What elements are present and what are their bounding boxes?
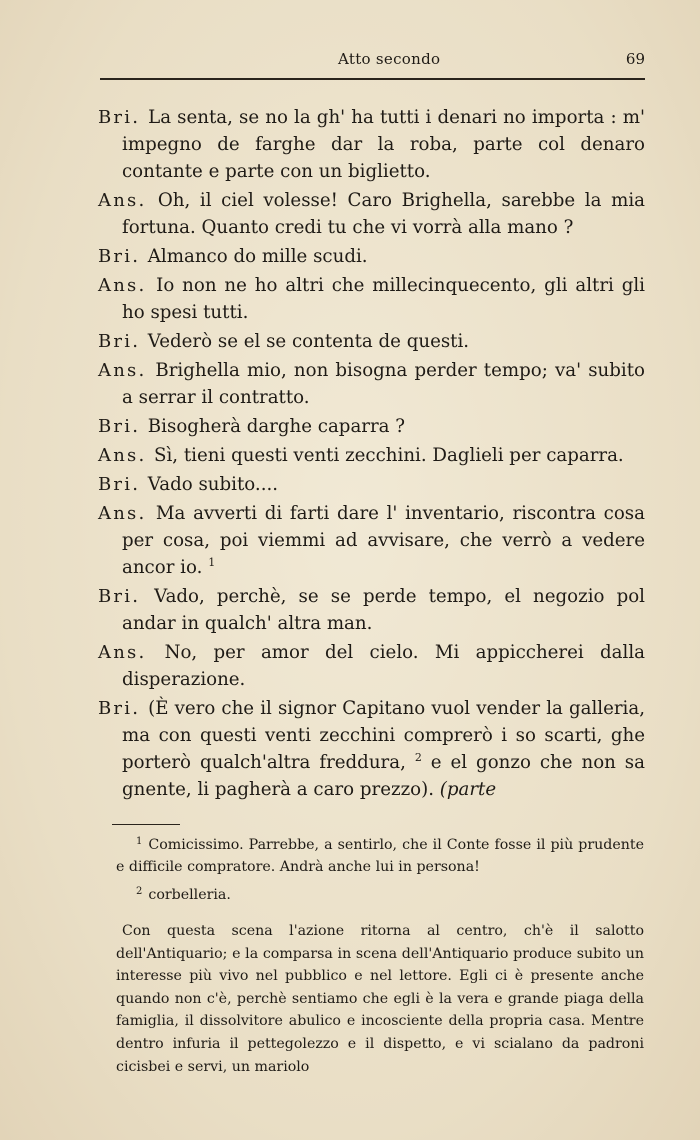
speech-text-continued: e el gonzo che non sa gnente, li pagherà a caro prezzo). [122, 752, 645, 800]
footnote-reference: 2 [414, 751, 422, 764]
speech-line: Bri. Vado subito.... [98, 474, 279, 495]
speaker-name: Bri [98, 416, 133, 437]
speech-line: Ans. Io non ne ho altri che millecinquecento, gli altri gli ho spesi tutti. [98, 275, 645, 323]
dialogue-text [98, 104, 645, 805]
speaker-name: Ans [98, 275, 139, 296]
speech-line: Bri. La senta, se no la gh' ha tutti i denari no importa : m' impegno de farghe dar la roba, parte col denaro contante e parte con un biglietto. [98, 107, 645, 182]
speech-text: Vederò se el se contenta de questi. [147, 331, 470, 352]
running-title: Atto secondo [338, 50, 441, 68]
speaker-name: Bri [98, 246, 133, 267]
speaker-name: Ans [98, 360, 139, 381]
speech-text: Brighella mio, non bisogna perder tempo; va' subito a serrar il contratto. [122, 360, 645, 408]
speech-text: Vado subito.... [147, 474, 279, 495]
speech-text: Ma avverti di farti dare l' inventario, riscontra cosa per cosa, poi viemmi ad avvisare, che verrò a vedere ancor io. [122, 503, 645, 578]
page-number: 69 [625, 50, 645, 68]
speech-line: Ans. No, per amor del cielo. Mi appiccherei dalla disperazione. [98, 642, 645, 690]
footnote [116, 834, 644, 878]
footnote-separator [112, 824, 180, 825]
header-rule [100, 78, 645, 80]
speaker-name: Ans [98, 190, 139, 211]
speaker-name: Bri [98, 107, 133, 128]
speaker-name: Bri [98, 698, 133, 719]
footnote-text: corbelleria. [148, 887, 231, 903]
speech-text: La senta, se no la gh' ha tutti i denari no importa : m' impegno de farghe dar la roba, parte col denaro contante e parte con un biglietto. [122, 107, 645, 182]
footnote-mark: 2 [136, 886, 143, 897]
speech-text: Almanco do mille scudi. [147, 246, 368, 267]
speech-line: Bri. Vederò se el se contenta de questi. [98, 331, 470, 352]
speech-text: Oh, il ciel volesse! Caro Brighella, sarebbe la mia fortuna. Quanto credi tu che vi vorrà alla mano ? [122, 190, 645, 238]
speech-line: Ans. Sì, tieni questi venti zecchini. Daglieli per caparra. [98, 445, 624, 466]
commentary-paragraph: Con questa scena l'azione ritorna al centro, ch'è il salotto dell'Antiquario; e la comparsa in scena dell'Antiquario produce subito un interesse più vivo nel pubblico e nel lettore. Egli ci è presente anche quando non c'è, perchè sentiamo che egli è la vera e grande piaga della famiglia, il dissolvitore abulico e incosciente della propria casa. Mentre dentro infuria il pettegolezzo e il dispetto, e vi scialano da padroni cicisbei e servi, un mariolo [116, 923, 644, 1075]
footnotes [116, 834, 644, 1092]
speech-text: Bisogherà darghe caparra ? [147, 416, 406, 437]
speech-line: Ans. Oh, il ciel volesse! Caro Brighella, sarebbe la mia fortuna. Quanto credi tu che vi vorrà alla mano ? [98, 190, 645, 238]
speech-text: (È vero che il signor Capitano vuol vender la galleria, ma con questi venti zecchini comprerò i so scarti, ghe porterò qualch'altra freddura, [122, 698, 645, 773]
footnote-mark: 1 [136, 836, 143, 847]
speech-text: Vado, perchè, se se perde tempo, el negozio pol andar in qualch' altra man. [122, 586, 645, 634]
speech-line: Bri. Almanco do mille scudi. [98, 246, 368, 267]
speaker-name: Ans [98, 642, 139, 663]
speaker-name: Ans [98, 445, 139, 466]
speaker-name: Bri [98, 331, 133, 352]
page-header [100, 50, 645, 74]
footnote-reference: 1 [208, 556, 216, 569]
speaker-name: Ans [98, 503, 139, 524]
speaker-name: Bri [98, 586, 133, 607]
speech-text: No, per amor del cielo. Mi appiccherei dalla disperazione. [122, 642, 645, 690]
speech-line: Bri. (È vero che il signor Capitano vuol vender la galleria, ma con questi venti zecchini comprerò i so scarti, ghe porterò qualch'altra freddura, $^2$ e el gonzo che non sa gnente, li pagherà a caro prezzo). (parte [98, 698, 645, 800]
speaker-name: Bri [98, 474, 133, 495]
stage-direction: (parte [439, 779, 497, 800]
footnote [116, 884, 644, 906]
speech-line: Ans. Brighella mio, non bisogna perder tempo; va' subito a serrar il contratto. [98, 360, 645, 408]
speech-text: Sì, tieni questi venti zecchini. Daglieli per caparra. [154, 445, 624, 466]
speech-line: Bri. Vado, perchè, se se perde tempo, el negozio pol andar in qualch' altra man. [98, 586, 645, 634]
speech-line: Ans. Ma avverti di farti dare l' inventario, riscontra cosa per cosa, poi viemmi ad avvisare, che verrò a vedere ancor io. $^1$ [98, 503, 645, 578]
speech-text: Io non ne ho altri che millecinquecento, gli altri gli ho spesi tutti. [122, 275, 645, 323]
footnote-text: Comicissimo. Parrebbe, a sentirlo, che il Conte fosse il più prudente e difficile compratore. Andrà anche lui in persona! [116, 837, 644, 875]
speech-line: Bri. Bisogherà darghe caparra ? [98, 416, 406, 437]
